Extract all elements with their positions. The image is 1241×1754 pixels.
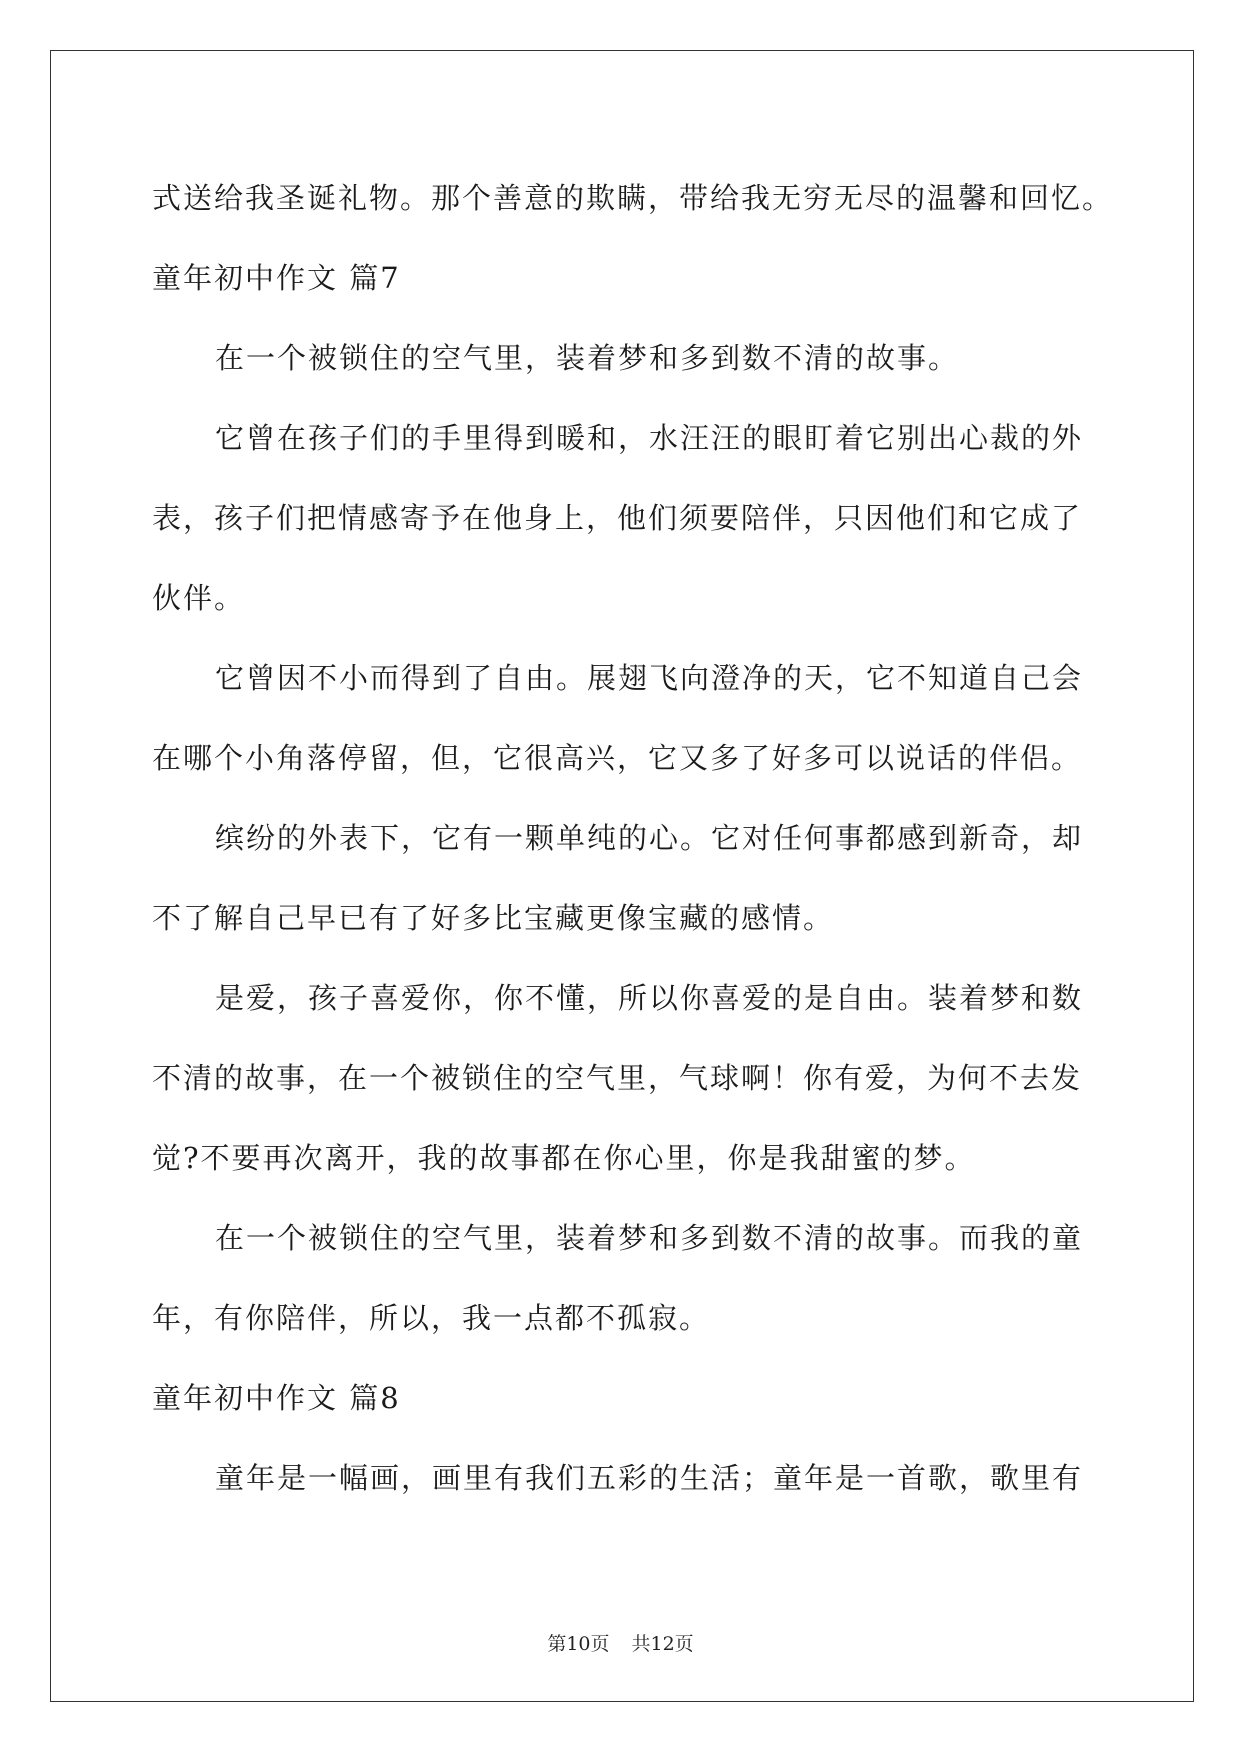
text-line: 伙伴。 — [152, 581, 246, 615]
document-body — [152, 158, 1114, 1518]
text-line: 它曾在孩子们的手里得到暖和，水汪汪的眼盯着它别出心裁的外 — [215, 421, 1084, 455]
text-line: 缤纷的外表下，它有一颗单纯的心。它对任何事都感到新奇，却 — [215, 821, 1084, 855]
text-line: 是爱，孩子喜爱你，你不懂，所以你喜爱的是自由。装着梦和数 — [215, 981, 1084, 1015]
text-line: 在哪个小角落停留，但，它很高兴，它又多了好多可以说话的伴侣。 — [152, 741, 1083, 775]
text-line: 不了解自己早已有了好多比宝藏更像宝藏的感情。 — [152, 901, 835, 935]
text-line: 在一个被锁住的空气里，装着梦和多到数不清的故事。而我的童 — [215, 1221, 1084, 1255]
text-line: 表，孩子们把情感寄予在他身上，他们须要陪伴，只因他们和它成了 — [152, 501, 1083, 535]
text-line: 在一个被锁住的空气里，装着梦和多到数不清的故事。 — [215, 341, 960, 375]
page-total: 共12页 — [631, 1633, 694, 1655]
section-heading: 童年初中作文 篇8 — [152, 1381, 401, 1415]
text-line: 不清的故事，在一个被锁住的空气里，气球啊！你有爱，为何不去发 — [152, 1061, 1083, 1095]
text-line: 觉?不要再次离开，我的故事都在你心里，你是我甜蜜的梦。 — [152, 1141, 976, 1175]
text-line: 年，有你陪伴，所以，我一点都不孤寂。 — [152, 1301, 711, 1335]
text-line: 式送给我圣诞礼物。那个善意的欺瞒，带给我无穷无尽的温馨和回忆。 — [152, 181, 1114, 215]
page-footer — [0, 1629, 1241, 1656]
text-line: 童年是一幅画，画里有我们五彩的生活；童年是一首歌，歌里有 — [215, 1461, 1084, 1495]
section-heading: 童年初中作文 篇7 — [152, 261, 401, 295]
text-line: 它曾因不小而得到了自由。展翅飞向澄净的天，它不知道自己会 — [215, 661, 1084, 695]
page-number: 第10页 — [547, 1633, 610, 1655]
